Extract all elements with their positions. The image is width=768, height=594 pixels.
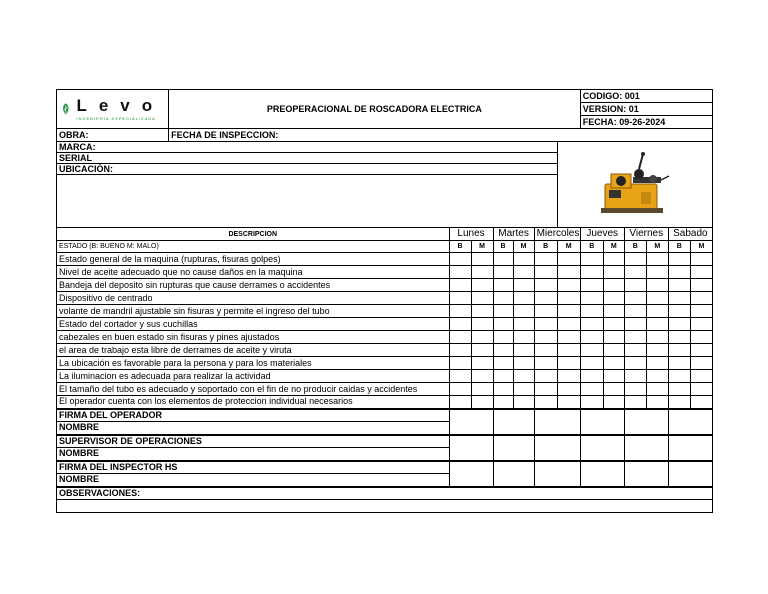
day-header-jueves: Jueves (580, 228, 624, 241)
check-cell[interactable] (471, 357, 493, 370)
check-cell[interactable] (690, 292, 712, 305)
signature-box-sabado[interactable] (668, 435, 712, 461)
check-cell[interactable] (624, 331, 646, 344)
check-cell[interactable] (668, 279, 690, 292)
checklist-item-label: cabezales en buen estado sin fisuras y pines ajustados (57, 331, 450, 344)
check-cell[interactable] (603, 279, 624, 292)
check-cell[interactable] (603, 383, 624, 396)
table-row (57, 396, 713, 409)
check-cell[interactable] (534, 318, 557, 331)
checklist-item-label: volante de mandril ajustable sin fisuras y permite el ingreso del tubo (57, 305, 450, 318)
check-cell[interactable] (603, 253, 624, 266)
check-cell[interactable] (690, 318, 712, 331)
check-cell[interactable] (690, 344, 712, 357)
check-cell[interactable] (580, 344, 603, 357)
check-cell[interactable] (557, 253, 580, 266)
check-cell[interactable] (624, 279, 646, 292)
check-cell[interactable] (471, 344, 493, 357)
check-cell[interactable] (580, 357, 603, 370)
signature-box-sabado[interactable] (668, 409, 712, 435)
check-cell[interactable] (557, 279, 580, 292)
check-cell[interactable] (513, 357, 534, 370)
marca-label: MARCA: (57, 142, 558, 153)
estado-legend: ESTADO (B: BUENO M: MALO) (57, 241, 450, 253)
table-row (57, 383, 713, 396)
check-cell[interactable] (690, 396, 712, 409)
check-cell[interactable] (690, 357, 712, 370)
check-cell[interactable] (534, 253, 557, 266)
codigo-label: CODIGO: 001 (580, 90, 712, 103)
check-cell[interactable] (557, 344, 580, 357)
checklist-item-label: La iluminacion es adecuada para realizar la actividad (57, 370, 450, 383)
check-cell[interactable] (646, 344, 668, 357)
checklist-item-label: Estado general de la maquina (rupturas, fisuras golpes) (57, 253, 450, 266)
check-cell[interactable] (646, 305, 668, 318)
check-cell[interactable] (513, 253, 534, 266)
bueno-col-miercoles: B (534, 241, 557, 253)
table-row (57, 370, 713, 383)
check-cell[interactable] (471, 396, 493, 409)
logo-text: Levo (76, 96, 165, 115)
malo-col-martes: M (513, 241, 534, 253)
signature-box-sabado[interactable] (668, 461, 712, 487)
obra-label: OBRA: (57, 129, 169, 142)
logo-subtitle: INGENIERIA ESPECIALIZADA (76, 116, 156, 121)
supervisor-label: SUPERVISOR DE OPERACIONES (57, 435, 450, 448)
observaciones-field[interactable] (57, 500, 713, 513)
signature-box-jueves[interactable] (580, 409, 624, 435)
check-cell[interactable] (603, 357, 624, 370)
check-cell[interactable] (449, 396, 471, 409)
table-row (57, 318, 713, 331)
ubicacion-label: UBICACIÓN: (57, 164, 558, 175)
signature-box-viernes[interactable] (624, 435, 668, 461)
check-cell[interactable] (646, 331, 668, 344)
check-cell[interactable] (646, 253, 668, 266)
check-cell[interactable] (449, 253, 471, 266)
check-cell[interactable] (534, 357, 557, 370)
check-cell[interactable] (449, 292, 471, 305)
check-cell[interactable] (493, 253, 513, 266)
check-cell[interactable] (624, 344, 646, 357)
check-cell[interactable] (646, 357, 668, 370)
table-row (57, 305, 713, 318)
check-cell[interactable] (580, 396, 603, 409)
checklist-item-label: La ubicación es favorable para la persona y para los materiales (57, 357, 450, 370)
bueno-col-lunes: B (449, 241, 471, 253)
check-cell[interactable] (557, 305, 580, 318)
checklist-item-label: Bandeja del deposito sin rupturas que cause derrames o accidentes (57, 279, 450, 292)
check-cell[interactable] (534, 370, 557, 383)
day-header-miercoles: Miercoles (534, 228, 580, 241)
ubicacion-blank (57, 175, 558, 228)
check-cell[interactable] (534, 305, 557, 318)
signature-box-viernes[interactable] (624, 409, 668, 435)
check-cell[interactable] (471, 318, 493, 331)
malo-col-viernes: M (646, 241, 668, 253)
table-row (57, 331, 713, 344)
signature-box-jueves[interactable] (580, 461, 624, 487)
check-cell[interactable] (534, 266, 557, 279)
check-cell[interactable] (513, 292, 534, 305)
table-row (57, 266, 713, 279)
check-cell[interactable] (603, 318, 624, 331)
check-cell[interactable] (493, 318, 513, 331)
check-cell[interactable] (557, 396, 580, 409)
check-cell[interactable] (580, 253, 603, 266)
day-header-viernes: Viernes (624, 228, 668, 241)
logo-cell (57, 90, 169, 129)
inspection-sheet (56, 89, 713, 513)
check-cell[interactable] (493, 396, 513, 409)
signature-box-jueves[interactable] (580, 435, 624, 461)
check-cell[interactable] (624, 305, 646, 318)
check-cell[interactable] (580, 370, 603, 383)
check-cell[interactable] (471, 370, 493, 383)
check-cell[interactable] (493, 370, 513, 383)
check-cell[interactable] (603, 396, 624, 409)
check-cell[interactable] (534, 279, 557, 292)
fecha-label: FECHA: 09-26-2024 (580, 116, 712, 129)
check-cell[interactable] (471, 305, 493, 318)
check-cell[interactable] (646, 279, 668, 292)
check-cell[interactable] (513, 279, 534, 292)
check-cell[interactable] (668, 266, 690, 279)
check-cell[interactable] (471, 292, 493, 305)
check-cell[interactable] (493, 383, 513, 396)
check-cell[interactable] (690, 331, 712, 344)
check-cell[interactable] (557, 383, 580, 396)
check-cell[interactable] (646, 318, 668, 331)
table-row (57, 357, 713, 370)
check-cell[interactable] (603, 266, 624, 279)
check-cell[interactable] (624, 396, 646, 409)
check-cell[interactable] (449, 279, 471, 292)
check-cell[interactable] (603, 344, 624, 357)
check-cell[interactable] (513, 383, 534, 396)
malo-col-miercoles: M (557, 241, 580, 253)
table-row (57, 253, 713, 266)
check-cell[interactable] (557, 370, 580, 383)
nombre-inspector-label: NOMBRE (57, 474, 450, 487)
check-cell[interactable] (603, 305, 624, 318)
bueno-col-martes: B (493, 241, 513, 253)
check-cell[interactable] (513, 370, 534, 383)
check-cell[interactable] (557, 357, 580, 370)
pipe-threading-machine-icon (597, 150, 673, 220)
check-cell[interactable] (690, 266, 712, 279)
check-cell[interactable] (493, 344, 513, 357)
check-cell[interactable] (624, 383, 646, 396)
company-logo (61, 97, 164, 121)
table-row (57, 344, 713, 357)
checklist-item-label: Dispositivo de centrado (57, 292, 450, 305)
check-cell[interactable] (580, 331, 603, 344)
check-cell[interactable] (580, 266, 603, 279)
check-cell[interactable] (690, 370, 712, 383)
check-cell[interactable] (449, 344, 471, 357)
fecha-inspeccion-label: FECHA DE INSPECCION: (169, 129, 713, 142)
check-cell[interactable] (668, 357, 690, 370)
firma-operador-label: FIRMA DEL OPERADOR (57, 409, 450, 422)
table-row (57, 279, 713, 292)
check-cell[interactable] (493, 266, 513, 279)
check-cell[interactable] (449, 357, 471, 370)
check-cell[interactable] (493, 279, 513, 292)
machine-image-cell (557, 142, 712, 228)
check-cell[interactable] (668, 305, 690, 318)
firma-inspector-label: FIRMA DEL INSPECTOR HS (57, 461, 450, 474)
check-cell[interactable] (668, 344, 690, 357)
signature-box-viernes[interactable] (624, 461, 668, 487)
check-cell[interactable] (646, 383, 668, 396)
check-cell[interactable] (449, 305, 471, 318)
signature-row (57, 435, 713, 448)
check-cell[interactable] (534, 292, 557, 305)
day-header-lunes: Lunes (449, 228, 493, 241)
check-cell[interactable] (690, 253, 712, 266)
check-cell[interactable] (449, 266, 471, 279)
check-cell[interactable] (668, 383, 690, 396)
bueno-col-viernes: B (624, 241, 646, 253)
checklist-item-label: el area de trabajo esta libre de derrames de aceite y viruta (57, 344, 450, 357)
check-cell[interactable] (534, 344, 557, 357)
check-cell[interactable] (580, 292, 603, 305)
check-cell[interactable] (668, 331, 690, 344)
day-header-martes: Martes (493, 228, 534, 241)
check-cell[interactable] (668, 396, 690, 409)
day-header-sabado: Sabado (668, 228, 712, 241)
check-cell[interactable] (624, 318, 646, 331)
table-row (57, 292, 713, 305)
check-cell[interactable] (646, 370, 668, 383)
check-cell[interactable] (646, 266, 668, 279)
signature-box-martes[interactable] (493, 409, 534, 435)
check-cell[interactable] (580, 305, 603, 318)
check-cell[interactable] (513, 344, 534, 357)
check-cell[interactable] (690, 279, 712, 292)
check-cell[interactable] (493, 331, 513, 344)
malo-col-sabado: M (690, 241, 712, 253)
check-cell[interactable] (513, 331, 534, 344)
check-cell[interactable] (580, 383, 603, 396)
nombre-operador-label: NOMBRE (57, 422, 450, 435)
check-cell[interactable] (668, 370, 690, 383)
signature-row (57, 409, 713, 422)
check-cell[interactable] (603, 370, 624, 383)
check-cell[interactable] (603, 292, 624, 305)
observaciones-label: OBSERVACIONES: (57, 487, 713, 500)
signature-box-miercoles[interactable] (534, 435, 580, 461)
check-cell[interactable] (449, 318, 471, 331)
checklist-item-label: Estado del cortador y sus cuchillas (57, 318, 450, 331)
check-cell[interactable] (603, 331, 624, 344)
check-cell[interactable] (513, 396, 534, 409)
signature-box-martes[interactable] (493, 435, 534, 461)
check-cell[interactable] (449, 370, 471, 383)
serial-label: SERIAL (57, 153, 558, 164)
check-cell[interactable] (534, 383, 557, 396)
signature-box-miercoles[interactable] (534, 461, 580, 487)
signature-box-martes[interactable] (493, 461, 534, 487)
checklist-item-label: El tamaño del tubo es adecuado y soportado con el fin de no producir caidas y accidentes (57, 383, 450, 396)
check-cell[interactable] (471, 331, 493, 344)
signature-box-lunes[interactable] (449, 461, 493, 487)
descripcion-header: DESCRIPCION (57, 228, 450, 241)
check-cell[interactable] (624, 292, 646, 305)
bueno-col-sabado: B (668, 241, 690, 253)
check-cell[interactable] (471, 266, 493, 279)
check-cell[interactable] (646, 292, 668, 305)
check-cell[interactable] (624, 370, 646, 383)
check-cell[interactable] (449, 331, 471, 344)
signature-row (57, 461, 713, 474)
check-cell[interactable] (471, 383, 493, 396)
check-cell[interactable] (668, 318, 690, 331)
check-cell[interactable] (493, 292, 513, 305)
signature-box-miercoles[interactable] (534, 409, 580, 435)
check-cell[interactable] (668, 292, 690, 305)
check-cell[interactable] (471, 253, 493, 266)
malo-col-lunes: M (471, 241, 493, 253)
check-cell[interactable] (471, 279, 493, 292)
check-cell[interactable] (557, 331, 580, 344)
version-label: VERSION: 01 (580, 103, 712, 116)
check-cell[interactable] (557, 266, 580, 279)
check-cell[interactable] (449, 383, 471, 396)
levo-leaf-icon (61, 97, 70, 121)
nombre-supervisor-label: NOMBRE (57, 448, 450, 461)
check-cell[interactable] (534, 396, 557, 409)
check-cell[interactable] (580, 318, 603, 331)
inspection-table (56, 89, 713, 513)
check-cell[interactable] (513, 305, 534, 318)
document-title: PREOPERACIONAL DE ROSCADORA ELECTRICA (169, 90, 581, 129)
check-cell[interactable] (624, 253, 646, 266)
check-cell[interactable] (690, 383, 712, 396)
check-cell[interactable] (513, 266, 534, 279)
check-cell[interactable] (646, 396, 668, 409)
checklist-item-label: El operador cuenta con los elementos de proteccion individual necesarios (57, 396, 450, 409)
check-cell[interactable] (624, 266, 646, 279)
check-cell[interactable] (493, 305, 513, 318)
signature-box-lunes[interactable] (449, 435, 493, 461)
malo-col-jueves: M (603, 241, 624, 253)
check-cell[interactable] (513, 318, 534, 331)
check-cell[interactable] (580, 279, 603, 292)
check-cell[interactable] (493, 357, 513, 370)
estado-row (57, 241, 713, 253)
check-cell[interactable] (557, 292, 580, 305)
bueno-col-jueves: B (580, 241, 603, 253)
checklist-item-label: Nivel de aceite adecuado que no cause daños en la maquina (57, 266, 450, 279)
signature-box-lunes[interactable] (449, 409, 493, 435)
check-cell[interactable] (557, 318, 580, 331)
check-cell[interactable] (668, 253, 690, 266)
check-cell[interactable] (534, 331, 557, 344)
check-cell[interactable] (624, 357, 646, 370)
check-cell[interactable] (690, 305, 712, 318)
